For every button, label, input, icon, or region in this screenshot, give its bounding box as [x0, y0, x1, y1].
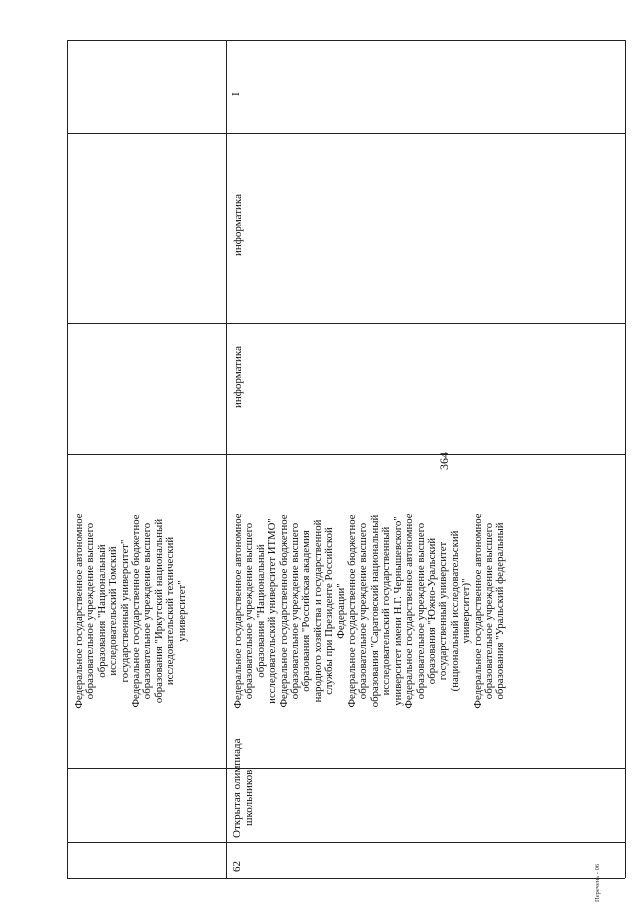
organizers-text: Федеральное государственное автономное образовательное учреждение высшего образования "Национальный исследовательский университет ИТМО" Федеральное государственное бюджетное образовательное учреждение высшего образования "Российская академия народного хозяйства и государственной службы при Президенте Российской Федерации" Федеральное государственное бюджетное образовательное учреждение высшего образования "Саратовский национальный исследовательский государственный университет имени Н.Г. Чернышевского" Федеральное государственное автономное образовательное учреждение высшего образования "Южно-Уральский государственный университет (национальный исследовательский университет)" Федеральное государственное автономное образовательное учреждение высшего образования "Уральский федеральный [232, 513, 507, 709]
row-number: 62 [231, 861, 243, 872]
olympiad-name: Открытая олимпиада школьников [231, 738, 255, 838]
footer-text: Перечень - 06 [594, 863, 601, 902]
column-divider [67, 842, 625, 843]
column-divider [67, 768, 625, 769]
page-number: 364 [437, 452, 451, 470]
level-cell: I [230, 92, 242, 96]
table-border-right [67, 40, 625, 41]
subject-cell: информатика [232, 194, 244, 256]
column-divider [67, 323, 625, 324]
profile-cell: информатика [232, 346, 244, 408]
table-border-top [67, 40, 68, 878]
column-divider [67, 454, 625, 455]
organizers-text: Федеральное государственное автономное образовательное учреждение высшего образования "Национальный исследовательский Томский государственный университет" Федеральное государственное бюджетное образовательное учреждение высшего образования "Иркутский национальный исследовательский технический университет" [73, 513, 188, 709]
row-divider [226, 40, 227, 878]
column-divider [67, 133, 625, 134]
table-border-bottom [625, 40, 626, 878]
table-border-left [67, 878, 625, 879]
